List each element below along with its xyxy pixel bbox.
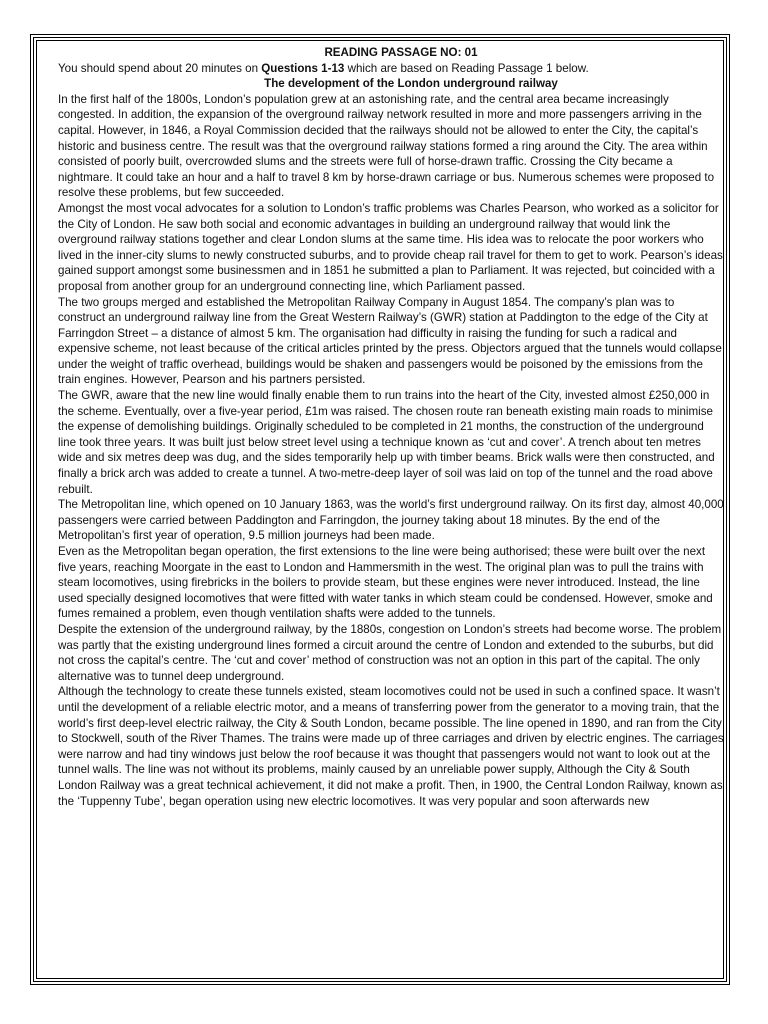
paragraph-1: In the first half of the 1800s, London’s population grew at an astonishing rate, and the central area became increasingly congested. In addition, the expansion of the overground railway network resulted in more and more passengers arriving in the capital. However, in 1846, a Royal Commission decided that the railways should not be allowed to enter the City, the capital’s historic and business centre. The result was that the overground railway stations formed a ring around the City. The area within consisted of poorly built, overcrowded slums and the streets were full of horse-drawn traffic. Crossing the City became a nightmare. It could take an hour and a half to travel 8 km by horse-drawn carriage or bus. Numerous schemes were proposed to resolve these problems, but few succeeded. [58,92,715,200]
paragraph-8: Although the technology to create these tunnels existed, steam locomotives could not be used in such a confined space. It wasn’t until the development of a reliable electric motor, and a means of transferring power from the generator to a moving train, that the world’s first deep-level electric railway, the City & South London, became possible. The line opened in 1890, and ran from the City to Stockwell, south of the River Thames. The trains were made up of three carriages and driven by electric engines. The carriages were narrow and had tiny windows just below the roof because it was thought that passengers would not want to look out at the tunnel walls. The line was not without its problems, mainly caused by an unreliable power supply, Although the City & South London Railway was a great technical achievement, it did not make a profit. Then, in 1900, the Central London Railway, known as the ‘Tuppenny Tube’, began operation using new electric locomotives. It was very popular and soon afterwards new [58,685,724,808]
reading-passage [58,45,724,809]
paragraph-6: Even as the Metropolitan began operation, the first extensions to the line were being authorised; these were built over the next five years, reaching Moorgate in the east to London and Hammersmith in the west. The original plan was to pull the trains with steam locomotives, using firebricks in the boilers to provide steam, but these engines were never introduced. Instead, the line used specially designed locomotives that were fitted with water tanks in which steam could be condensed. However, smoke and fumes remained a problem, even though ventilation shafts were added to the tunnels. [58,545,713,621]
paragraph-2: Amongst the most vocal advocates for a solution to London’s traffic problems was Charles Pearson, who worked as a solicitor for the City of London. He saw both social and economic advantages in building an underground railway that would link the overground railway stations together and clear London slums at the same time. His idea was to relocate the poor workers who lived in the inner-city slums to newly constructed suburbs, and to provide cheap rail travel for them to get to work. Pearson’s ideas gained support amongst some businessmen and in 1851 he submitted a plan to Parliament. It was rejected, but coincided with a proposal from another group for an underground connecting line, which Parliament passed. [58,201,723,293]
instruction-line [58,61,724,77]
paragraph-4: The GWR, aware that the new line would finally enable them to run trains into the heart of the City, invested almost £250,000 in the scheme. Eventually, over a five-year period, £1m was raised. The chosen route ran beneath existing main roads to minimise the expense of demolishing buildings. Originally scheduled to be completed in 21 months, the construction of the underground line took three years. It was built just below street level using a technique known as ‘cut and cover’. A trench about ten metres wide and six metres deep was dug, and the sides temporarily help up with timber beams. Brick walls were then constructed, and finally a brick arch was added to create a tunnel. A two-metre-deep layer of soil was laid on top of the tunnel and the road above rebuilt. [58,389,715,496]
passage-title: The development of the London underground railway [264,77,558,91]
paragraph-7: Despite the extension of the underground railway, by the 1880s, congestion on London’s streets had become worse. The problem was partly that the existing underground lines formed a circuit around the centre of London and extended to the suburbs, but did not cross the capital’s centre. The ‘cut and cover’ method of construction was not an option in this part of the capital. The only alternative was to tunnel deep underground. [58,622,722,683]
instruction-questions: Questions 1-13 [261,61,345,75]
paragraph-3: The two groups merged and established the Metropolitan Railway Company in August 1854. The company’s plan was to construct an underground railway line from the Great Western Railway’s (GWR) station at Paddington to the edge of the City at Farringdon Street – a distance of almost 5 km. The organisation had difficulty in raising the funding for such a radical and expensive scheme, not least because of the critical articles printed by the press. Objectors argued that the tunnels would collapse under the weight of traffic overhead, buildings would be shaken and passengers would be poisoned by the emissions from the train engines. However, Pearson and his partners persisted. [58,295,722,387]
paragraph-5: The Metropolitan line, which opened on 10 January 1863, was the world’s first underground railway. On its first day, almost 40,000 passengers were carried between Paddington and Farringdon, the journey taking about 18 minutes. By the end of the Metropolitan’s first year of operation, 9.5 million journeys had been made. [58,498,724,543]
instruction-text-after: which are based on Reading Passage 1 below. [344,61,589,75]
instruction-text-before: You should spend about 20 minutes on [58,61,262,75]
passage-heading: READING PASSAGE NO: 01 [324,46,478,59]
